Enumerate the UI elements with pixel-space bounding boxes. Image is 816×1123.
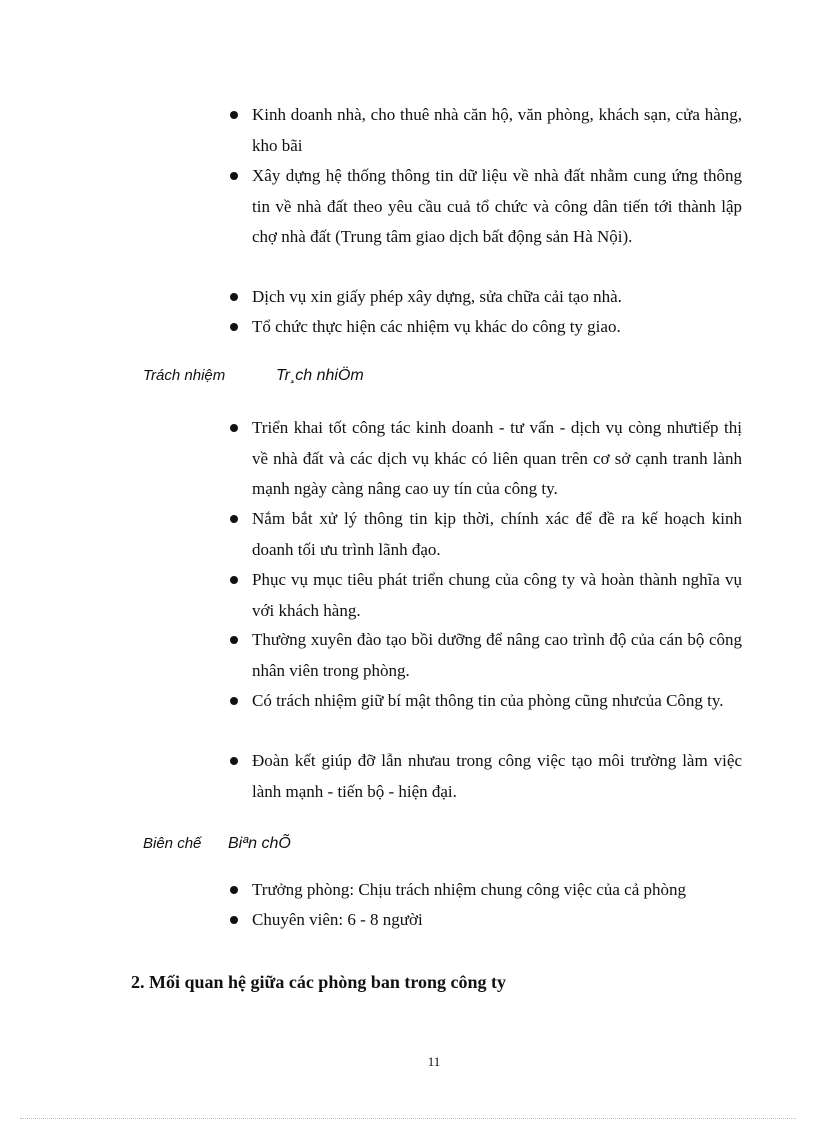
page-bottom-divider	[20, 1118, 796, 1119]
staffing-label: Biên chế	[143, 835, 202, 852]
list-item: Nắm bắt xử lý thông tin kịp thời, chính xác để đề ra kế hoạch kinh doanh tối ưu trình lãnh đạo.	[252, 504, 742, 565]
staffing-label-garbled: Biªn chÕ	[228, 835, 291, 852]
bullet-icon	[230, 916, 238, 924]
list-item: Tổ chức thực hiện các nhiệm vụ khác do công ty giao.	[252, 312, 742, 343]
bullet-icon	[230, 886, 238, 894]
bullet-icon	[230, 757, 238, 765]
bullet-icon	[230, 515, 238, 523]
bullet-icon	[230, 636, 238, 644]
list-item: Trưởng phòng: Chịu trách nhiệm chung công việc của cả phòng	[252, 875, 742, 906]
list-item: Chuyên viên: 6 - 8 người	[252, 905, 742, 936]
page-number: 11	[427, 1054, 441, 1069]
list-item: Thường xuyên đào tạo bồi dưỡng để nâng cao trình độ của cán bộ công nhân viên trong phòng.	[252, 625, 742, 686]
list-item: Dịch vụ xin giấy phép xây dựng, sửa chữa cải tạo nhà.	[252, 282, 742, 313]
bullet-icon	[230, 576, 238, 584]
bullet-icon	[230, 111, 238, 119]
bullet-icon	[230, 424, 238, 432]
bullet-icon	[230, 697, 238, 705]
list-item: Có trách nhiệm giữ bí mật thông tin của phòng cũng nhưcủa Công ty.	[252, 686, 742, 717]
list-item: Xây dựng hệ thống thông tin dữ liệu về nhà đất nhằm cung ứng thông tin về nhà đất theo yêu cầu cuả tổ chức và công dân tiến tới thành lập chợ nhà đất (Trung tâm giao dịch bất động sản Hà Nội).	[252, 161, 742, 253]
list-item: Kinh doanh nhà, cho thuê nhà căn hộ, văn phòng, khách sạn, cửa hàng, kho bãi	[252, 100, 742, 161]
responsibility-label-garbled: Tr¸ch nhiÖm	[276, 367, 364, 384]
section-heading: 2. Mối quan hệ giữa các phòng ban trong công ty	[131, 972, 507, 992]
list-item: Đoàn kết giúp đỡ lẫn nhưau trong công việc tạo môi trường làm việc lành mạnh - tiến bộ - hiện đại.	[252, 746, 742, 807]
list-item: Triển khai tốt công tác kinh doanh - tư vấn - dịch vụ còng nhưtiếp thị về nhà đất và các dịch vụ khác có liên quan trên cơ sở cạnh tranh lành mạnh ngày càng nâng cao uy tín của công ty.	[252, 413, 742, 505]
bullet-icon	[230, 172, 238, 180]
responsibility-label: Trách nhiệm	[143, 367, 226, 384]
bullet-icon	[230, 293, 238, 301]
bullet-icon	[230, 323, 238, 331]
list-item: Phục vụ mục tiêu phát triển chung của công ty và hoàn thành nghĩa vụ với khách hàng.	[252, 565, 742, 626]
